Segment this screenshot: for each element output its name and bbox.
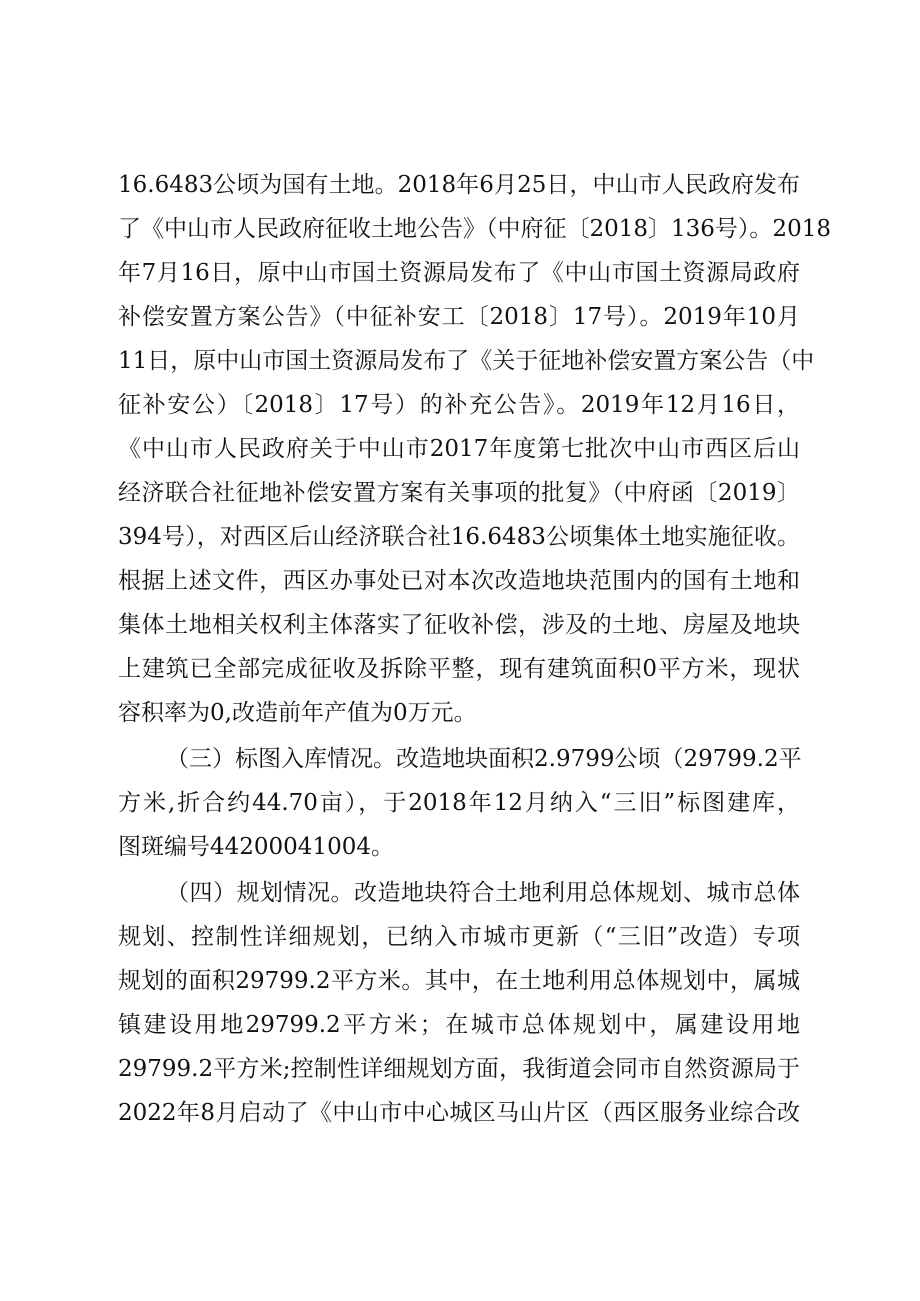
- section-heading-line: （四）规划情况。改造地块符合土地利用总体规划、城市总体: [166, 880, 800, 906]
- paragraph-line: 29799.2平方米;控制性详细规划方面，我街道会同市自然资源局于: [118, 1056, 800, 1082]
- paragraph-line: 镇建设用地29799.2平方米；在城市总体规划中，属建设用地: [118, 1012, 800, 1038]
- paragraph-line: 11日，原中山市国土资源局发布了《关于征地补偿安置方案公告（中: [118, 348, 815, 374]
- section-heading-line: （三）标图入库情况。改造地块面积2.9799公顷（29799.2平: [166, 746, 802, 772]
- paragraph-line: 规划、控制性详细规划，已纳入市城市更新（“三旧”改造）专项: [118, 924, 800, 950]
- paragraph-line: 16.6483公顷为国有土地。2018年6月25日，中山市人民政府发布: [118, 172, 800, 198]
- paragraph-line: 经济联合社征地补偿安置方案有关事项的批复》（中府函〔2019〕: [118, 480, 800, 506]
- paragraph-line: 了《中山市人民政府征收土地公告》（中府征〔2018〕136号）。2018: [118, 216, 831, 242]
- paragraph-line: 上建筑已全部完成征收及拆除平整，现有建筑面积0平方米，现状: [118, 656, 800, 682]
- paragraph-line: 征补安公）〔2018〕17号）的补充公告》。2019年12月16日，: [118, 392, 800, 418]
- paragraph-line: 图斑编号44200041004。: [118, 834, 394, 860]
- paragraph-line: 补偿安置方案公告》（中征补安工〔2018〕17号）。2019年10月: [118, 304, 800, 330]
- paragraph-line: 394号），对西区后山经济联合社16.6483公顷集体土地实施征收。: [118, 524, 800, 550]
- paragraph-line: 容积率为0,改造前年产值为0万元。: [118, 700, 477, 726]
- paragraph-line: 集体土地相关权利主体落实了征收补偿，涉及的土地、房屋及地块: [118, 612, 800, 638]
- paragraph-line: 规划的面积29799.2平方米。其中，在土地利用总体规划中，属城: [118, 968, 800, 994]
- paragraph-line: 根据上述文件，西区办事处已对本次改造地块范围内的国有土地和: [118, 568, 800, 594]
- paragraph-line: 年7月16日，原中山市国土资源局发布了《中山市国土资源局政府: [118, 260, 800, 286]
- paragraph-line: 《中山市人民政府关于中山市2017年度第七批次中山市西区后山: [118, 436, 800, 462]
- paragraph-line: 方米,折合约44.70亩），于2018年12月纳入“三旧”标图建库，: [118, 790, 800, 816]
- paragraph-line: 2022年8月启动了《中山市中心城区马山片区（西区服务业综合改: [118, 1100, 800, 1126]
